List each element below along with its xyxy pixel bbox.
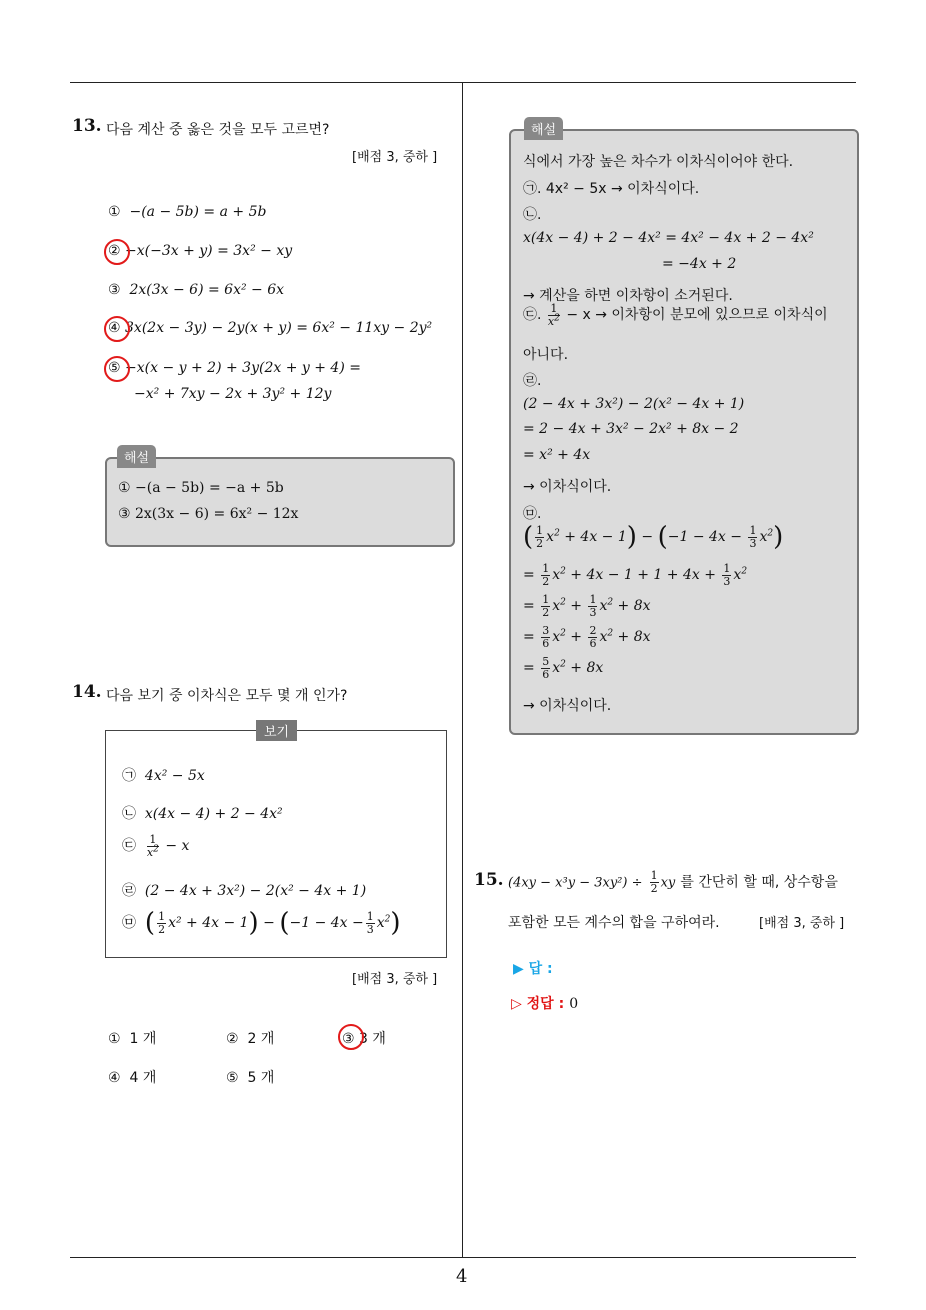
item-expr: 4x² − 5x: [144, 768, 205, 784]
choice-label: 3 개: [359, 1031, 386, 1047]
choice-expr: −x(−3x + y) = 3x² − xy: [125, 243, 293, 259]
selected-mark-circle: [104, 356, 130, 382]
question-expr: (4xy − x³y − 3xy²) ÷: [508, 875, 643, 891]
column-divider: [462, 83, 463, 1258]
solution-line: ㉠. 4x² − 5x → 이차식이다.: [523, 181, 700, 197]
question-text: 다음 계산 중 옳은 것을 모두 고르면?: [106, 122, 330, 138]
question-text-line2: 포함한 모든 계수의 합을 구하여라.: [508, 915, 720, 931]
bottom-rule: [70, 1257, 856, 1258]
item-expr: − x: [165, 838, 190, 855]
solution-line: ㉤.: [523, 506, 542, 522]
solution-box: [105, 457, 455, 547]
choice-5[interactable]: [108, 360, 361, 376]
selected-mark-circle: [338, 1024, 364, 1050]
item-mark: ㉤: [122, 915, 136, 931]
item-mark: ㉡: [122, 806, 136, 822]
solution-line: 아니다.: [523, 347, 569, 363]
page-number: 4: [456, 1266, 468, 1287]
item-mark: ㉠: [122, 768, 136, 784]
choice-5[interactable]: [226, 1067, 274, 1087]
choice-mark: ②: [108, 243, 121, 259]
item-expr: x² + 4x − 1: [168, 915, 249, 931]
choice-label: 2 개: [247, 1031, 275, 1047]
choice-label: 5 개: [247, 1070, 275, 1086]
solution-math: ( $\frac{1}{2}$ $x^2 + 4x - 1) - (-1 - 4x$ − $\frac{1}{3}$ $x^2$): [523, 522, 784, 552]
solution-math: = $\frac{5}{6}$ $x^2 + 8x$: [523, 655, 604, 681]
question-expr-tail: xy: [660, 875, 676, 891]
fraction: $\frac{1}{x^2}$: [146, 833, 159, 859]
item-mark: ㉢: [122, 838, 136, 855]
choice-5-continued: −x² + 7xy − 2x + 3y² + 12y: [134, 386, 332, 402]
solution-line: → 계산을 하면 이차항이 소거된다.: [523, 288, 733, 304]
solution-line: (2 − 4x + 3x²) − 2(x² − 4x + 1): [523, 396, 745, 412]
choice-mark: ④: [108, 1070, 121, 1086]
question-text-line1: (4xy − x³y − 3xy²) ÷ $\frac{1}{2}$ xy 를 간단히 할 때, 상수항을: [508, 869, 838, 895]
solution-math: = $\frac{3}{6}$ $x^2$ + $\frac{2}{6}$ $x^2 + 8x$: [523, 624, 651, 650]
correct-answer: [511, 993, 578, 1013]
item-text: − x → 이차항이 분모에 있으므로 이차식이: [566, 307, 828, 324]
choice-expr: 2x(3x − 6) = 6x² − 6x: [129, 282, 285, 298]
item-mark: ㉣: [122, 883, 136, 899]
choice-expr: −x(x − y + 2) + 3y(2x + y + 4) =: [125, 360, 361, 376]
solution-line: ① −(a − 5b) = −a + 5b: [118, 480, 284, 496]
choice-expr: 3x(2x − 3y) − 2y(x + y) = 6x² − 11xy − 2y²: [125, 320, 433, 336]
top-rule: [70, 82, 856, 83]
item-expr: x(4x − 4) + 2 − 4x²: [144, 806, 283, 822]
choice-mark: ①: [108, 1031, 121, 1047]
solution-line: ㉣.: [523, 373, 542, 389]
choice-mark: ③: [108, 282, 121, 298]
choice-1[interactable]: [108, 204, 266, 220]
item-mark: ㉢.: [523, 307, 542, 324]
score-label: [배점 3, 중하 ]: [352, 972, 438, 987]
choice-4[interactable]: [108, 1067, 156, 1087]
selected-mark-circle: [104, 316, 130, 342]
question-number: 14.: [72, 682, 102, 702]
choice-2[interactable]: [108, 243, 292, 259]
choice-mark: ③: [342, 1031, 355, 1047]
bogi-item: [122, 765, 205, 785]
answer-label: ▶ 답 :: [513, 961, 553, 977]
choice-mark: ①: [108, 204, 121, 220]
choice-label: 4 개: [129, 1070, 157, 1086]
question-number: 15.: [474, 870, 504, 890]
correct-value: 0: [569, 996, 579, 1012]
solution-line: → 이차식이다.: [523, 479, 612, 495]
item-expr: (2 − 4x + 3x²) − 2(x² − 4x + 1): [144, 883, 367, 899]
question-number: 13.: [72, 116, 102, 136]
solution-line: ㉡.: [523, 207, 542, 223]
solution-line: → 이차식이다.: [523, 698, 612, 714]
choice-label: 1 개: [129, 1031, 157, 1047]
choice-mark: ⑤: [226, 1070, 239, 1086]
bogi-item: [122, 834, 189, 858]
selected-mark-circle: [104, 239, 130, 265]
choice-1[interactable]: [108, 1028, 156, 1048]
solution-tag: 해설: [524, 117, 563, 140]
solution-line: ③ 2x(3x − 6) = 6x² − 12x: [118, 506, 299, 522]
choice-4[interactable]: [108, 320, 432, 336]
solution-line: x(4x − 4) + 2 − 4x² = 4x² − 4x + 2 − 4x²: [523, 230, 814, 246]
solution-line: = 2 − 4x + 3x² − 2x² + 8x − 2: [523, 421, 739, 437]
bogi-item: [122, 803, 283, 823]
choice-expr: −(a − 5b) = a + 5b: [129, 204, 267, 220]
score-label: [배점 3, 중하 ]: [759, 916, 845, 931]
solution-math: = $\frac{1}{2}$ $x^2 + 4x - 1 + 1 + 4x$ + $\frac{1}{3}$ $x^2$: [523, 562, 748, 588]
choice-3[interactable]: [108, 282, 284, 298]
solution-line: = −4x + 2: [662, 256, 737, 272]
bogi-tag: 보기: [256, 720, 297, 741]
bogi-item: [122, 880, 366, 900]
question-text: 를 간단히 할 때, 상수항을: [680, 874, 838, 891]
solution-tag: 해설: [117, 445, 156, 468]
choice-mark: ④: [108, 320, 121, 336]
solution-line: 식에서 가장 높은 차수가 이차식이어야 한다.: [523, 154, 794, 170]
bogi-item: ㉤ ( $\frac{1}{2}$ x² + 4x − 1) − (−1 − 4x − $\frac{1}{3}$ $x^2$): [122, 908, 401, 938]
choice-2[interactable]: [226, 1028, 274, 1048]
solution-line: = x² + 4x: [523, 447, 591, 463]
score-label: [배점 3, 중하 ]: [352, 150, 438, 165]
question-text: 다음 보기 중 이차식은 모두 몇 개 인가?: [106, 688, 348, 704]
correct-label: ▷ 정답 :: [511, 996, 565, 1012]
choice-mark: ⑤: [108, 360, 121, 376]
solution-line: ㉢. $\frac{1}{x^2}$ − x → 이차항이 분모에 있으므로 이차식이: [523, 302, 828, 328]
solution-math: = $\frac{1}{2}$ $x^2$ + $\frac{1}{3}$ $x^2 + 8x$: [523, 593, 651, 619]
choice-mark: ②: [226, 1031, 239, 1047]
